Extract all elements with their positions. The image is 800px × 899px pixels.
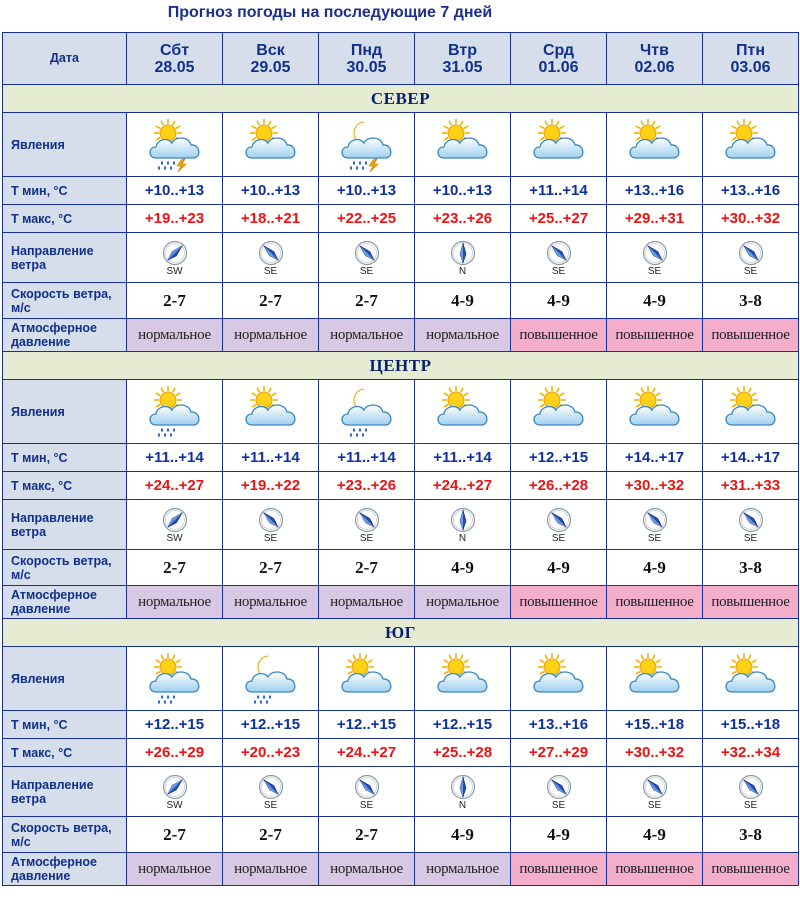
phenomena-row — [3, 113, 799, 177]
moon-cloud-rain-icon — [240, 652, 302, 706]
wind-speed-value: 2-7 — [319, 550, 415, 586]
wind-speed-value: 3-8 — [703, 817, 799, 853]
weather-cell — [607, 113, 703, 177]
sun-cloud-icon — [528, 385, 590, 439]
header-date-label: Дата — [3, 33, 127, 85]
wind-dir-row — [3, 767, 799, 817]
tmax-value: +24..+27 — [127, 472, 223, 500]
compass-icon — [450, 507, 476, 533]
wind-dir-cell — [703, 767, 799, 817]
weather-cell — [511, 647, 607, 711]
day-header — [703, 33, 799, 85]
pressure-row — [3, 319, 799, 352]
compass-icon — [642, 774, 668, 800]
wind-speed-value: 3-8 — [703, 550, 799, 586]
day-header — [415, 33, 511, 85]
row-label-tmin: Т мин, °С — [3, 711, 127, 739]
wind-dir-row — [3, 500, 799, 550]
tmin-value: +12..+15 — [223, 711, 319, 739]
pressure-value: нормальное — [319, 319, 415, 352]
sun-cloud-rain-icon — [144, 652, 206, 706]
weather-cell — [223, 380, 319, 444]
page-title-wrap — [0, 4, 800, 30]
wind-dir-cell — [127, 767, 223, 817]
tmin-value: +11..+14 — [127, 444, 223, 472]
sun-cloud-icon — [720, 118, 782, 172]
row-label-wind_dir: Направление ветра — [3, 233, 127, 283]
pressure-value: повышенное — [511, 319, 607, 352]
pressure-value: нормальное — [415, 319, 511, 352]
row-label-pressure: Атмосферное давление — [3, 853, 127, 886]
tmax-value: +19..+23 — [127, 205, 223, 233]
wind-dir-value: SE — [743, 533, 758, 544]
pressure-value: нормальное — [223, 586, 319, 619]
tmin-value: +10..+13 — [415, 177, 511, 205]
wind-dir-cell — [703, 500, 799, 550]
weather-cell — [319, 380, 415, 444]
sun-cloud-icon — [432, 652, 494, 706]
day-header — [607, 33, 703, 85]
wind-dir-value: SE — [359, 266, 374, 277]
wind-speed-value: 2-7 — [223, 817, 319, 853]
weather-cell — [511, 380, 607, 444]
pressure-value: повышенное — [511, 586, 607, 619]
region-name: ЮГ — [3, 619, 799, 647]
compass-icon — [450, 240, 476, 266]
tmin-value: +14..+17 — [703, 444, 799, 472]
wind-dir-value: SE — [263, 533, 278, 544]
wind-dir-cell — [415, 500, 511, 550]
weather-cell — [607, 647, 703, 711]
weather-cell — [127, 113, 223, 177]
day-date: 31.05 — [442, 58, 483, 76]
pressure-row — [3, 853, 799, 886]
compass-icon — [162, 240, 188, 266]
wind-speed-value: 4-9 — [415, 817, 511, 853]
row-label-pressure: Атмосферное давление — [3, 319, 127, 352]
region-name: ЦЕНТР — [3, 352, 799, 380]
wind-dir-value: SW — [166, 800, 183, 811]
wind-speed-value: 4-9 — [607, 283, 703, 319]
tmin-value: +13..+16 — [703, 177, 799, 205]
weather-cell — [703, 380, 799, 444]
tmax-value: +22..+25 — [319, 205, 415, 233]
wind-dir-value: SE — [263, 800, 278, 811]
wind-speed-value: 4-9 — [607, 550, 703, 586]
day-date: 30.05 — [346, 58, 387, 76]
compass-icon — [738, 507, 764, 533]
compass-icon — [162, 774, 188, 800]
tmax-value: +26..+28 — [511, 472, 607, 500]
sun-cloud-icon — [240, 118, 302, 172]
moon-cloud-thunder-rain-icon — [336, 118, 398, 172]
tmax-row — [3, 205, 799, 233]
pressure-value: повышенное — [703, 586, 799, 619]
row-label-phenomena: Явления — [3, 113, 127, 177]
day-date: 28.05 — [154, 58, 195, 76]
wind-dir-cell — [511, 767, 607, 817]
sun-cloud-icon — [624, 118, 686, 172]
sun-cloud-icon — [432, 118, 494, 172]
day-header — [511, 33, 607, 85]
day-date: 03.06 — [730, 58, 771, 76]
row-label-wind_speed: Скорость ветра, м/с — [3, 817, 127, 853]
wind-speed-value: 2-7 — [127, 817, 223, 853]
wind-speed-value: 2-7 — [319, 283, 415, 319]
wind-dir-value: SE — [647, 533, 662, 544]
weather-cell — [319, 113, 415, 177]
weather-cell — [511, 113, 607, 177]
moon-cloud-rain-icon — [336, 385, 398, 439]
wind-speed-value: 2-7 — [127, 550, 223, 586]
sun-cloud-icon — [720, 652, 782, 706]
wind-speed-value: 4-9 — [511, 283, 607, 319]
compass-icon — [546, 240, 572, 266]
pressure-value: нормальное — [223, 319, 319, 352]
pressure-row — [3, 586, 799, 619]
wind-speed-value: 2-7 — [319, 817, 415, 853]
row-label-tmin: Т мин, °С — [3, 444, 127, 472]
pressure-value: нормальное — [319, 853, 415, 886]
compass-icon — [258, 774, 284, 800]
weather-cell — [415, 647, 511, 711]
tmin-value: +11..+14 — [223, 444, 319, 472]
wind-dir-value: SE — [551, 800, 566, 811]
tmin-value: +15..+18 — [703, 711, 799, 739]
day-of-week: Пнд — [350, 41, 383, 59]
compass-icon — [450, 774, 476, 800]
wind-speed-value: 2-7 — [223, 283, 319, 319]
pressure-value: нормальное — [223, 853, 319, 886]
pressure-value: повышенное — [607, 586, 703, 619]
row-label-tmax: Т макс, °С — [3, 739, 127, 767]
pressure-value: повышенное — [703, 319, 799, 352]
row-label-phenomena: Явления — [3, 380, 127, 444]
wind-dir-value: N — [458, 800, 467, 811]
tmax-value: +24..+27 — [415, 472, 511, 500]
tmin-row — [3, 444, 799, 472]
wind-dir-value: N — [458, 533, 467, 544]
sun-cloud-icon — [624, 652, 686, 706]
wind-dir-cell — [511, 233, 607, 283]
pressure-value: нормальное — [319, 586, 415, 619]
pressure-value: повышенное — [607, 319, 703, 352]
row-label-wind_dir: Направление ветра — [3, 500, 127, 550]
day-of-week: Сбт — [159, 41, 190, 59]
compass-icon — [354, 240, 380, 266]
tmin-value: +11..+14 — [415, 444, 511, 472]
row-label-tmin: Т мин, °С — [3, 177, 127, 205]
pressure-value: нормальное — [127, 853, 223, 886]
tmin-value: +12..+15 — [319, 711, 415, 739]
region-row — [3, 85, 799, 113]
tmin-value: +11..+14 — [511, 177, 607, 205]
day-header — [319, 33, 415, 85]
tmax-value: +19..+22 — [223, 472, 319, 500]
wind-dir-cell — [127, 500, 223, 550]
sun-cloud-thunder-rain-icon — [144, 118, 206, 172]
tmax-row — [3, 472, 799, 500]
row-label-wind_dir: Направление ветра — [3, 767, 127, 817]
tmin-row — [3, 177, 799, 205]
wind-dir-cell — [319, 233, 415, 283]
wind-dir-value: SE — [647, 266, 662, 277]
tmax-value: +30..+32 — [607, 739, 703, 767]
wind-dir-value: SE — [743, 266, 758, 277]
tmax-value: +23..+26 — [319, 472, 415, 500]
sun-cloud-icon — [336, 652, 398, 706]
tmax-value: +20..+23 — [223, 739, 319, 767]
wind-dir-value: SW — [166, 533, 183, 544]
phenomena-row — [3, 647, 799, 711]
tmax-row — [3, 739, 799, 767]
compass-icon — [354, 774, 380, 800]
row-label-tmax: Т макс, °С — [3, 472, 127, 500]
sun-cloud-icon — [528, 652, 590, 706]
tmax-value: +26..+29 — [127, 739, 223, 767]
weather-cell — [223, 113, 319, 177]
day-of-week: Чтв — [640, 41, 669, 59]
wind-dir-value: N — [458, 266, 467, 277]
tmin-value: +13..+16 — [607, 177, 703, 205]
day-of-week: Птн — [736, 41, 765, 59]
wind-speed-value: 2-7 — [127, 283, 223, 319]
wind-speed-value: 3-8 — [703, 283, 799, 319]
wind-dir-value: SE — [551, 533, 566, 544]
tmax-value: +25..+28 — [415, 739, 511, 767]
tmax-value: +30..+32 — [607, 472, 703, 500]
wind-dir-cell — [319, 767, 415, 817]
wind-speed-row — [3, 550, 799, 586]
header-row — [3, 33, 799, 85]
pressure-value: нормальное — [127, 319, 223, 352]
wind-dir-cell — [319, 500, 415, 550]
tmax-value: +31..+33 — [703, 472, 799, 500]
sun-cloud-icon — [240, 385, 302, 439]
wind-dir-value: SE — [359, 800, 374, 811]
sun-cloud-icon — [528, 118, 590, 172]
sun-cloud-icon — [720, 385, 782, 439]
tmin-value: +10..+13 — [223, 177, 319, 205]
wind-speed-row — [3, 283, 799, 319]
day-of-week: Вск — [256, 41, 285, 59]
weather-cell — [223, 647, 319, 711]
tmax-value: +30..+32 — [703, 205, 799, 233]
day-of-week: Втр — [448, 41, 477, 59]
compass-icon — [738, 240, 764, 266]
wind-dir-value: SE — [551, 266, 566, 277]
wind-dir-cell — [607, 767, 703, 817]
wind-dir-value: SW — [166, 266, 183, 277]
sun-cloud-icon — [432, 385, 494, 439]
compass-icon — [162, 507, 188, 533]
row-label-wind_speed: Скорость ветра, м/с — [3, 550, 127, 586]
tmin-value: +12..+15 — [415, 711, 511, 739]
weather-cell — [127, 647, 223, 711]
compass-icon — [354, 507, 380, 533]
wind-dir-cell — [415, 233, 511, 283]
pressure-value: повышенное — [703, 853, 799, 886]
wind-speed-value: 2-7 — [223, 550, 319, 586]
wind-dir-row — [3, 233, 799, 283]
day-header — [127, 33, 223, 85]
tmin-value: +12..+15 — [511, 444, 607, 472]
tmin-value: +11..+14 — [319, 444, 415, 472]
row-label-pressure: Атмосферное давление — [3, 586, 127, 619]
tmin-value: +10..+13 — [127, 177, 223, 205]
tmax-value: +18..+21 — [223, 205, 319, 233]
forecast-table — [2, 32, 799, 886]
weather-cell — [415, 380, 511, 444]
tmax-value: +32..+34 — [703, 739, 799, 767]
tmax-value: +27..+29 — [511, 739, 607, 767]
tmax-value: +24..+27 — [319, 739, 415, 767]
wind-dir-cell — [223, 233, 319, 283]
phenomena-row — [3, 380, 799, 444]
pressure-value: нормальное — [127, 586, 223, 619]
day-date: 01.06 — [538, 58, 579, 76]
sun-cloud-rain-icon — [144, 385, 206, 439]
day-header — [223, 33, 319, 85]
wind-speed-value: 4-9 — [415, 550, 511, 586]
day-date: 29.05 — [250, 58, 291, 76]
weather-cell — [703, 647, 799, 711]
weather-cell — [607, 380, 703, 444]
tmin-value: +13..+16 — [511, 711, 607, 739]
wind-dir-cell — [607, 233, 703, 283]
pressure-value: нормальное — [415, 853, 511, 886]
wind-speed-value: 4-9 — [511, 550, 607, 586]
tmax-value: +29..+31 — [607, 205, 703, 233]
day-of-week: Срд — [542, 41, 575, 59]
wind-speed-row — [3, 817, 799, 853]
wind-dir-value: SE — [263, 266, 278, 277]
region-name: СЕВЕР — [3, 85, 799, 113]
wind-dir-value: SE — [743, 800, 758, 811]
sun-cloud-icon — [624, 385, 686, 439]
tmax-value: +23..+26 — [415, 205, 511, 233]
compass-icon — [738, 774, 764, 800]
wind-speed-value: 4-9 — [607, 817, 703, 853]
weather-cell — [127, 380, 223, 444]
compass-icon — [258, 240, 284, 266]
row-label-phenomena: Явления — [3, 647, 127, 711]
compass-icon — [642, 240, 668, 266]
weather-cell — [415, 113, 511, 177]
wind-dir-cell — [607, 500, 703, 550]
region-row — [3, 352, 799, 380]
wind-speed-value: 4-9 — [511, 817, 607, 853]
tmin-value: +15..+18 — [607, 711, 703, 739]
row-label-tmax: Т макс, °С — [3, 205, 127, 233]
wind-dir-cell — [703, 233, 799, 283]
pressure-value: повышенное — [607, 853, 703, 886]
compass-icon — [258, 507, 284, 533]
wind-dir-cell — [223, 500, 319, 550]
tmin-value: +14..+17 — [607, 444, 703, 472]
compass-icon — [642, 507, 668, 533]
tmin-value: +12..+15 — [127, 711, 223, 739]
day-date: 02.06 — [634, 58, 675, 76]
compass-icon — [546, 507, 572, 533]
pressure-value: нормальное — [415, 586, 511, 619]
wind-speed-value: 4-9 — [415, 283, 511, 319]
wind-dir-value: SE — [647, 800, 662, 811]
tmax-value: +25..+27 — [511, 205, 607, 233]
page-title: Прогноз погоды на последующие 7 дней — [167, 4, 493, 21]
tmin-row — [3, 711, 799, 739]
weather-cell — [703, 113, 799, 177]
tmin-value: +10..+13 — [319, 177, 415, 205]
wind-dir-cell — [415, 767, 511, 817]
pressure-value: повышенное — [511, 853, 607, 886]
region-row — [3, 619, 799, 647]
wind-dir-cell — [223, 767, 319, 817]
wind-dir-cell — [127, 233, 223, 283]
row-label-wind_speed: Скорость ветра, м/с — [3, 283, 127, 319]
wind-dir-value: SE — [359, 533, 374, 544]
weather-cell — [319, 647, 415, 711]
wind-dir-cell — [511, 500, 607, 550]
compass-icon — [546, 774, 572, 800]
